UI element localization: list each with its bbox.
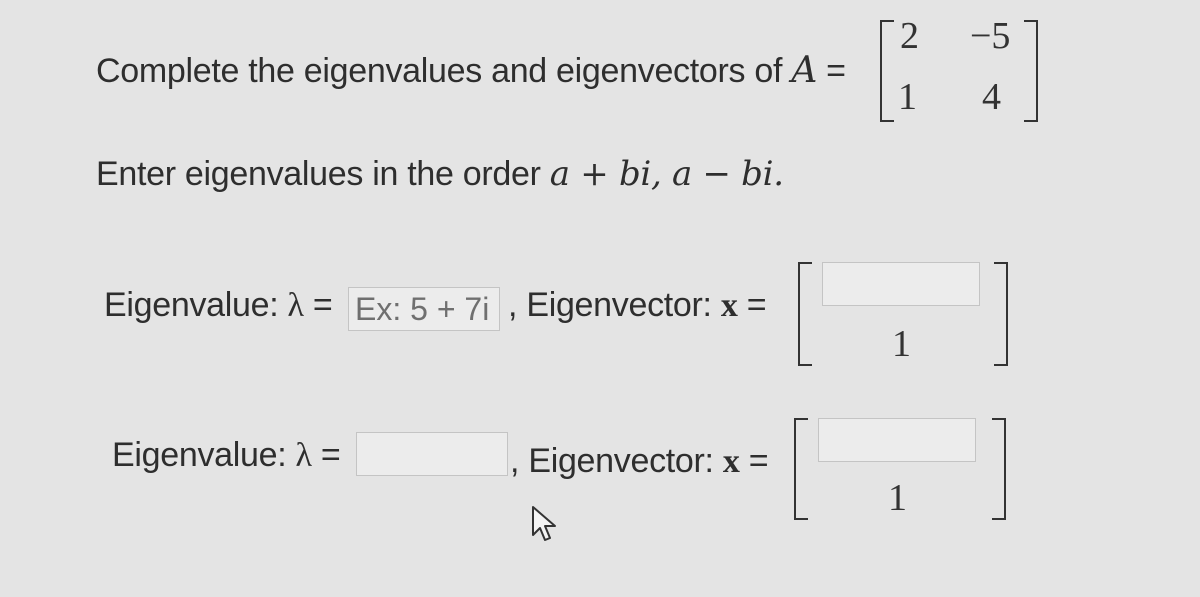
matrix-cell: 1 bbox=[898, 76, 917, 118]
prompt-text: Complete the eigenvalues and eigenvectors of bbox=[96, 52, 783, 90]
matrix-right-bracket bbox=[1024, 20, 1038, 122]
x-symbol: x bbox=[720, 287, 738, 324]
matrix-left-bracket bbox=[880, 20, 894, 122]
separator-comma: , bbox=[510, 442, 520, 480]
separator-comma: , bbox=[508, 286, 518, 324]
eigenvalue-2-input[interactable] bbox=[356, 432, 508, 476]
vector-right-bracket bbox=[994, 262, 1008, 366]
vector-bottom-entry: 1 bbox=[888, 477, 907, 519]
eigenvalue-label: Eigenvalue: bbox=[112, 436, 287, 474]
lambda-symbol: λ bbox=[287, 287, 304, 324]
eigenvalue-label: Eigenvalue: bbox=[104, 286, 279, 324]
equals-sign: = bbox=[748, 442, 769, 480]
vector-right-bracket bbox=[992, 418, 1006, 520]
equals-sign: = bbox=[312, 286, 333, 324]
matrix-cell: 4 bbox=[982, 76, 1001, 118]
instruction bbox=[96, 154, 784, 194]
eigenvalue-1-input[interactable] bbox=[348, 287, 500, 331]
eigenvector-2-top-input[interactable] bbox=[818, 418, 976, 462]
eigenvector-label: Eigenvector: bbox=[526, 286, 712, 324]
instruction-text: Enter eigenvalues in the order bbox=[96, 155, 541, 193]
matrix-symbol: A bbox=[791, 50, 818, 91]
mouse-pointer-icon bbox=[530, 505, 560, 545]
matrix-cell: −5 bbox=[970, 15, 1011, 57]
eigenvalue-label-group bbox=[112, 436, 340, 475]
eigenvector-1-top-input[interactable] bbox=[822, 262, 980, 306]
eigenvector-label-group bbox=[510, 442, 768, 481]
equals-sign: = bbox=[746, 286, 767, 324]
eigenvector-label-group bbox=[508, 286, 766, 325]
x-symbol: x bbox=[722, 443, 740, 480]
vector-left-bracket bbox=[794, 418, 808, 520]
equals-sign: = bbox=[320, 436, 341, 474]
vector-left-bracket bbox=[798, 262, 812, 366]
matrix-cell: 2 bbox=[900, 15, 919, 57]
eigenvector-label: Eigenvector: bbox=[528, 442, 714, 480]
vector-bottom-entry: 1 bbox=[892, 323, 911, 365]
lambda-symbol: λ bbox=[295, 437, 312, 474]
prompt bbox=[96, 50, 846, 91]
prompt-equals: = bbox=[826, 52, 846, 90]
eigenvalue-label-group bbox=[104, 286, 332, 325]
order-expression: a + bi, a − bi. bbox=[549, 154, 784, 194]
